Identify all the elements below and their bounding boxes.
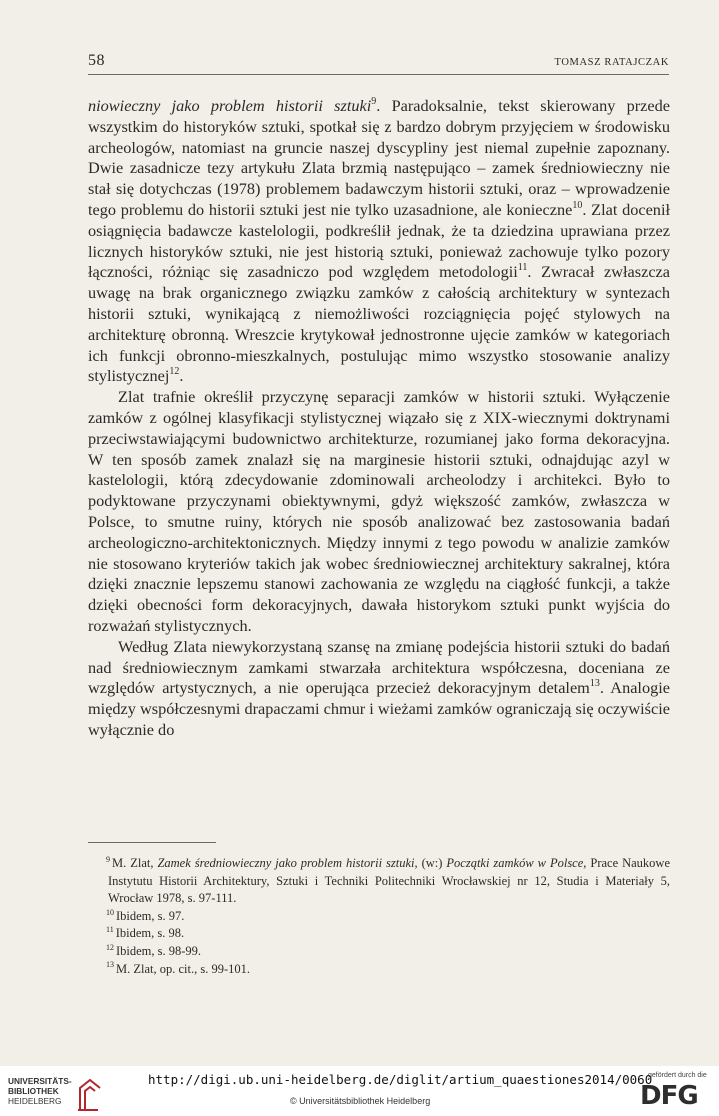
running-head: TOMASZ RATAJCZAK xyxy=(554,57,669,68)
page-number: 58 xyxy=(88,52,105,69)
logo-line-2: BIBLIOTHEK xyxy=(8,1086,59,1096)
footnote-ref-11[interactable]: 11 xyxy=(517,261,528,273)
footnote-number: 10 xyxy=(106,907,114,917)
footnote-ref-13[interactable]: 13 xyxy=(589,677,600,689)
footnote-number: 12 xyxy=(106,942,114,952)
footnote-ref-9[interactable]: 9 xyxy=(371,95,377,107)
footnote-title: Zamek średniowieczny jako problem historii sztuki xyxy=(157,856,415,870)
paragraph-1 xyxy=(88,96,670,387)
footnote-text: M. Zlat, op. cit., s. 99-101. xyxy=(116,961,251,976)
logo-line-1: UNIVERSITÄTS- xyxy=(8,1076,72,1086)
dfg-caption: gefördert durch die xyxy=(648,1072,707,1079)
footnote-book-title: Początki zamków w Polsce xyxy=(446,856,584,870)
page-header xyxy=(88,52,669,75)
footnotes xyxy=(88,855,670,978)
paragraph-2: Zlat trafnie określił przyczynę separacji zamków w historii sztuki. Wyłączenie zamków z ogólnej klasyfikacji stylistycznej wiązało się z XIX-wiecznymi doktrynami przeciwstawiającymi budownictwo architekturze, rozumianej jako forma dekoracyjna. W ten sposób zamek znalazł się na marginesie historii sztuki, odnajdując azyl w kastelologii, którą zdecydowanie zdominowali archeolodzy i architekci. Było to podyktowane przyczynami obiektywnymi, gdyż większość zamków, zwłaszcza w Polsce, to smutne ruiny, których nie sposób analizować bez zastosowania badań archeologiczno-architektonicznych. Między innymi z tego powodu w analizie zamków nie stosowano kryteriów takich jak wobec średniowiecznej architektury sakralnej, która dzięki znacznie lepszemu stanowi zachowania ze względu na ciągłość funkcji, a także dzięki obecności form dekoracyjnych, dawała historykom sztuki punkt wyjścia do rozważań stylistycznych. xyxy=(88,387,670,635)
paragraph-1-text-d: . xyxy=(179,366,184,386)
footer-bar xyxy=(0,1066,719,1116)
footnote-9 xyxy=(88,855,670,908)
paragraph-3 xyxy=(88,637,670,741)
footnote-number: 9 xyxy=(106,854,110,864)
footnote-mid: , (w:) xyxy=(414,856,447,870)
footnote-text: Ibidem, s. 97. xyxy=(116,908,185,923)
footnote-ref-12[interactable]: 12 xyxy=(169,365,180,377)
footnote-12 xyxy=(88,943,670,961)
logo-line-3: HEIDELBERG xyxy=(8,1096,62,1106)
footnote-11 xyxy=(88,925,670,943)
footnote-13 xyxy=(88,961,670,979)
footnote-number: 13 xyxy=(106,960,114,970)
footnote-ref-10[interactable]: 10 xyxy=(572,199,583,211)
footnote-rest: , Prace Naukowe Instytutu Historii Architektury, Sztuki i Techniki Politechniki Wrocławskiej nr 12, Studia i Materiały 5, Wrocław 1978, s. 97-111. xyxy=(108,856,670,906)
italic-title-fragment: niowieczny jako problem historii sztuki xyxy=(88,96,372,115)
paragraph-3-text-a: Według Zlata niewykorzystaną szansę na zmianę podejścia historii sztuki do badań nad średniowiecznym zamkami stwarzała architektura współczesna, doceniana ze względów artystycznych, a nie operująca przecież dekoracyjnym detalem xyxy=(88,636,670,698)
paragraph-3-text-b: . Analogie między współczesnymi drapaczami chmur i wieżami zamków ograniczają się oczywiście wyłącznie do xyxy=(88,678,670,739)
footnote-divider xyxy=(88,842,216,843)
copyright-notice: © Universitätsbibliothek Heidelberg xyxy=(290,1096,431,1106)
footnote-text: Ibidem, s. 98. xyxy=(115,926,185,941)
paragraph-1-text-a: . Paradoksalnie, tekst skierowany przede wszystkim do historyków sztuki, spotkał się z bardzo dobrym przyjęciem w środowisku archeologów, natomiast na gruncie naszej dyscypliny jest niemal zupełnie zapoznany. Dwie zasadnicze tezy artykułu Zlata brzmią następująco – zamek średniowieczny nie stał się dotychczas (1978) problemem badawczym historii sztuki, oraz – wprowadzenie tego problemu do historii sztuki jest nie tylko uzasadnione, ale konieczne xyxy=(88,96,671,219)
body-text xyxy=(88,96,670,741)
footnote-10 xyxy=(88,908,670,926)
permalink-url[interactable]: http://digi.ub.uni-heidelberg.de/diglit/artium_quaestiones2014/0060 xyxy=(148,1072,653,1087)
paragraph-1-text-c: . Zwracał zwłaszcza uwagę na brak organicznego związku zamków z całością architektury w syntezach historii sztuki, wynikającą z niemożliwości rozciągnięcia pojęć stylowych na architekturę obronną. Wreszcie krytykował jednostronne ujęcie zamków w kategoriach ich funkcji obronno-mieszkalnych, postulując mimo wszystko stosowanie analizy stylistycznej xyxy=(88,262,671,386)
footnote-number: 11 xyxy=(106,925,114,935)
footnote-author: M. Zlat, xyxy=(112,856,158,870)
dfg-logo[interactable]: DFG xyxy=(640,1081,698,1111)
library-emblem-icon xyxy=(76,1078,102,1112)
logo-text xyxy=(8,1076,72,1106)
paragraph-1-text-b: . Zlat docenił osiągnięcia badawcze kastelologii, podkreślił jednak, że ta dziedzina uprawiana przez licznych historyków sztuki, nie jest historią sztuki, ponieważ zachowuje tylko pozory łączności, różniąc się zasadniczo pod względem metodologii xyxy=(88,199,670,282)
university-library-logo[interactable] xyxy=(8,1076,118,1112)
footnote-text: Ibidem, s. 98-99. xyxy=(116,943,202,958)
